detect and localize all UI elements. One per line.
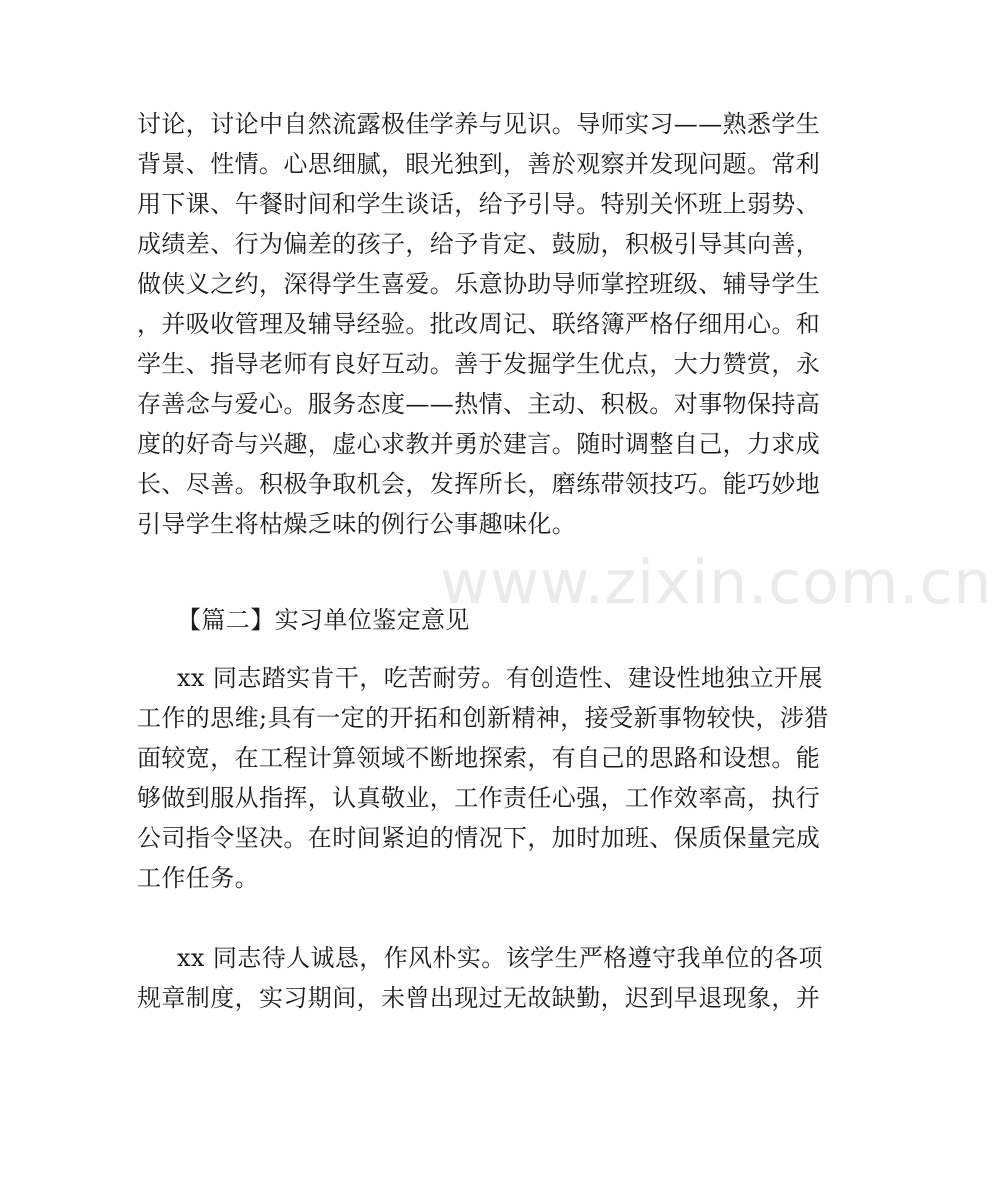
text-line: xx 同志待人诚恳，作风朴实。该学生严格遵守我单位的各项 [177,944,823,972]
text-line: 够做到服从指挥，认真敬业，工作责任心强，工作效率高，执行 [137,784,821,812]
section-heading: 【篇二】实习单位鉴定意见 [177,606,470,634]
text-line: 讨论，讨论中自然流露极佳学养与见识。导师实习——熟悉学生 [137,110,821,138]
section-heading-block [137,600,777,640]
paragraph-continuation [137,104,821,544]
paragraph-evaluation-1 [137,658,829,898]
text-line: 公司指令坚决。在时间紧迫的情况下，加时加班、保质保量完成 [137,824,821,852]
text-line: 引导学生将枯燥乏味的例行公事趣味化。 [137,510,577,538]
paragraph-evaluation-2 [137,938,823,1018]
text-line: 面较宽，在工程计算领域不断地探索，有自己的思路和设想。能 [137,744,821,772]
text-line: 做侠义之约，深得学生喜爱。乐意协助导师掌控班级、辅导学生 [137,270,821,298]
text-line: 度的好奇与兴趣，虚心求教并勇於建言。随时调整自己，力求成 [137,430,821,458]
text-line: 长、尽善。积极争取机会，发挥所长，磨练带领技巧。能巧妙地 [137,470,821,498]
text-line: 规章制度，实习期间，未曾出现过无故缺勤，迟到早退现象，并 [137,984,821,1012]
text-line: 工作的思维;具有一定的开拓和创新精神，接受新事物较快，涉猎 [137,704,829,732]
text-line: 成绩差、行为偏差的孩子，给予肯定、鼓励，积极引导其向善， [137,230,821,258]
text-line: 背景、性情。心思细腻，眼光独到，善於观察并发现问题。常利 [137,150,821,178]
text-line: 学生、指导老师有良好互动。善于发掘学生优点，大力赞赏，永 [137,350,821,378]
text-line: 用下课、午餐时间和学生谈话，给予引导。特别关怀班上弱势、 [137,190,821,218]
watermark: www.zixin.com.cn [440,548,992,618]
text-line: ，并吸收管理及辅导经验。批改周记、联络簿严格仔细用心。和 [137,310,821,338]
text-line: 工作任务。 [137,864,259,892]
text-line: xx 同志踏实肯干，吃苦耐劳。有创造性、建设性地独立开展 [177,664,823,692]
text-line: 存善念与爱心。服务态度——热情、主动、积极。对事物保持高 [137,390,821,418]
